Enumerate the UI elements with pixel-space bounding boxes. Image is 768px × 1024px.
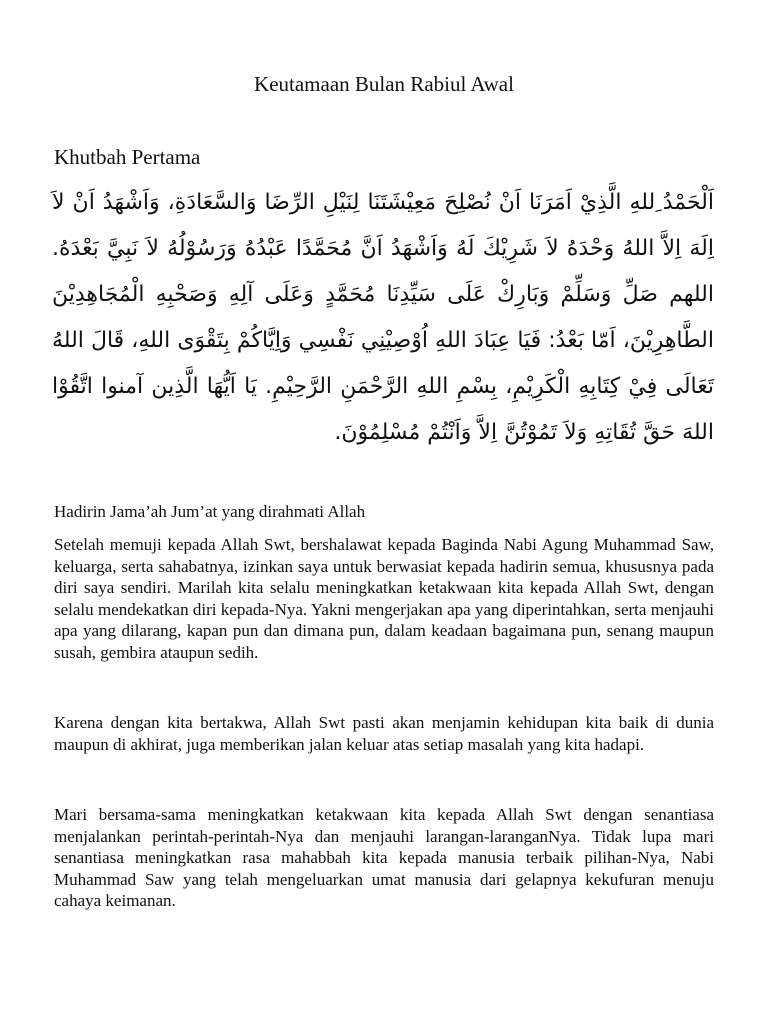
paragraph: Karena dengan kita bertakwa, Allah Swt pasti akan menjamin kehidupan kita baik di dunia maupun di akhirat, juga memberikan jalan keluar atas setiap masalah yang kita hadapi.: [54, 713, 714, 754]
greeting-line: Hadirin Jama’ah Jum’at yang dirahmati Allah: [54, 502, 366, 521]
arabic-opening-text: اَلْحَمْدُ ِللهِ الَّذِيْ اَمَرَنَا اَنْ نُصْلِحَ مَعِيْشَتَنَا لِنَيْلِ الرِّضَا وَالسَّعَادَةِ، وَاَشْهَدُ اَنْ لاَ اِلَهَ اِلاَّ اللهُ وَحْدَهُ لاَ شَرِيْكَ لَهُ وَاَشْهَدُ اَنَّ مُحَمَّدًا عَبْدُهُ وَرَسُوْلُهُ لاَ نَبِيَّ بَعْدَهُ. اللهم صَلِّ وَسَلِّمْ وَبَارِكْ عَلَى سَيِّدِنَا مُحَمَّدٍ وَعَلَى آلِهِ وَصَحْبِهِ الْمُجَاهِدِيْنَ الطَّاهِرِيْنَ، اَمّا بَعْدُ: فَيَا عِبَادَ اللهِ اُوْصِيْنِي نَفْسِي وَاِيَّاكُمْ بِتَقْوَى اللهِ، قَالَ اللهُ تَعَالَى فِيْ كِتَابِهِ الْكَرِيْمِ، بِسْمِ اللهِ الرَّحْمَنِ الرَّحِيْمِ. يَا اَيُّهَا الَّذِين آمنوا اتَّقُوْا اللهَ حَقَّ تُقَاتِهِ وَلاَ تَمُوْتُنَّ اِلاَّ وَاَنْتُمْ مُسْلِمُوْنَ.: [52, 190, 714, 445]
document-title: Keutamaan Bulan Rabiul Awal: [254, 72, 514, 96]
paragraph: Mari bersama-sama meningkatkan ketakwaan kita kepada Allah Swt dengan senantiasa menjalankan perintah-perintah-Nya dan menjauhi larangan-laranganNya. Tidak lupa mari senantiasa meningkatkan rasa mahabbah kita kepada manusia terbaik pilihan-Nya, Nabi Muhammad Saw yang telah mengeluarkan umat manusia dari gelapnya kekufuran menuju cahaya keimanan.: [54, 805, 714, 910]
paragraph: Setelah memuji kepada Allah Swt, bershalawat kepada Baginda Nabi Agung Muhammad Saw, keluarga, serta sahabatnya, izinkan saya untuk berwasiat kepada hadirin semua, khususnya pada diri saya sendiri. Marilah kita selalu meningkatkan ketakwaan kita kepada Allah Swt, dengan selalu mendekatkan diri kepada-Nya. Yakni mengerjakan apa yang diperintahkan, serta menjauhi apa yang dilarang, kapan pun dan dimana pun, dalam keadaan bagaimana pun, senang maupun susah, gembira ataupun sedih.: [54, 535, 714, 662]
section-heading: Khutbah Pertama: [54, 145, 201, 169]
